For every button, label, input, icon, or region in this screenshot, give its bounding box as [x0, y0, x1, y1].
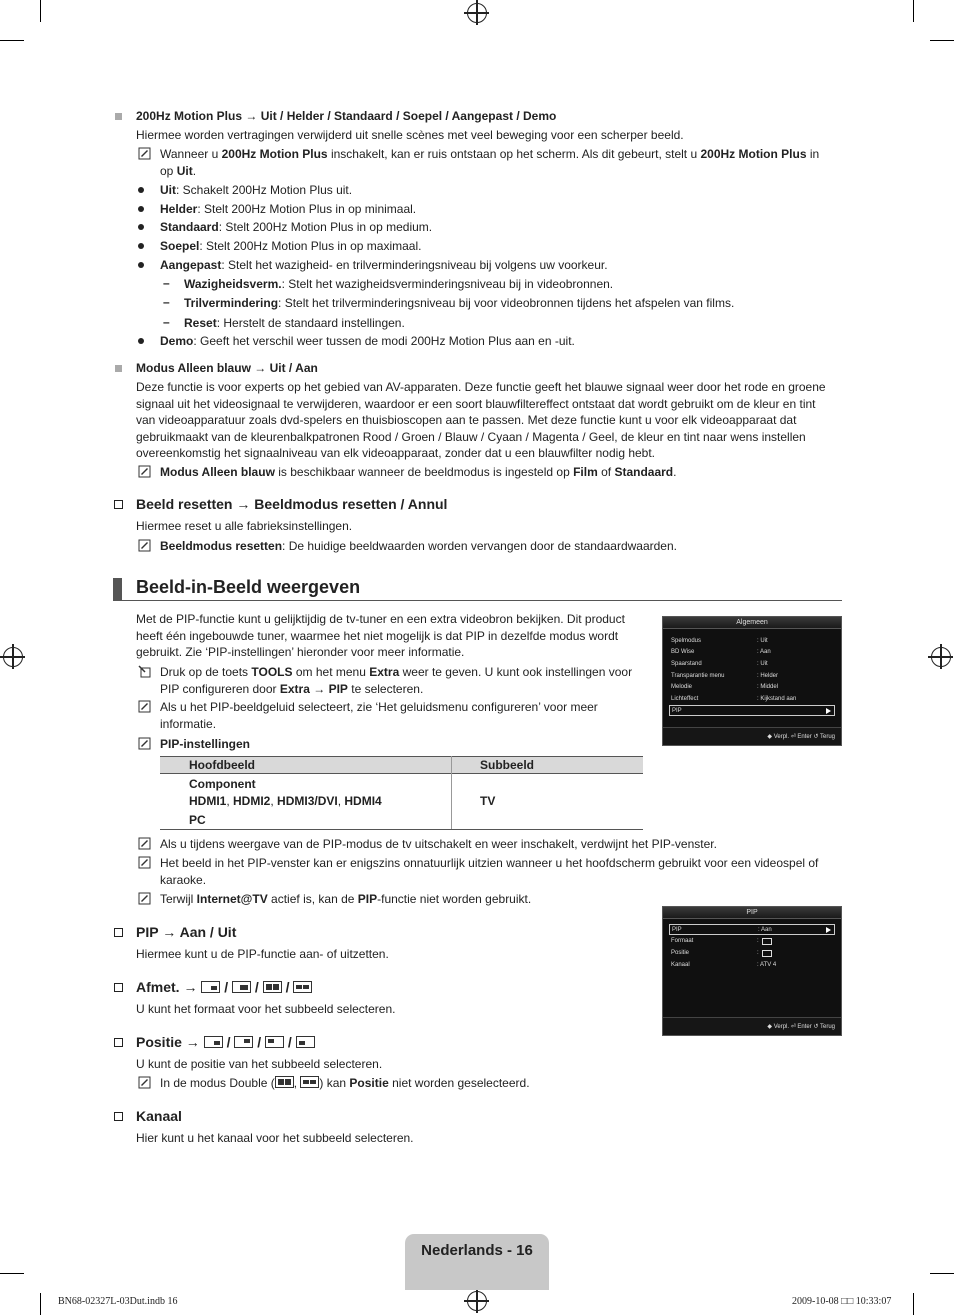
tv-menu-row: Kanaal : ATV 4	[671, 962, 777, 968]
double-a-icon	[275, 1076, 294, 1088]
tools-icon	[138, 665, 151, 678]
note-icon	[138, 465, 151, 478]
crop-mark	[913, 0, 914, 22]
tv-menu-row: BD Wise : Aan	[671, 649, 771, 655]
crop-mark	[40, 1293, 41, 1315]
blue-mode-desc: Deze functie is voor experts op het gebied van AV-apparaten. Deze functie geeft het blauwe signaal weer door het rode en groene signaal uit het videosignaal te verwijderen, waardoor er een soort blauwfiltereffect ontstaat dat wordt gebruikt om de kleur en tint van videoapparatuur zoals dvd-spelers en thuisbioscopen aan te passen. Met deze functie kunt u voor elk videoapparaat dat gebruikmaakt van de kleurenbalkpatronen Rood / Groen / Blauw / Cyaan / Magenta / Geel, de kleur en tint naar wens instellen overeenkomstig het signaalniveau van elk videoapparaat, zonder dat u een blauwfilter nodig hebt.	[136, 380, 826, 460]
channel-desc: Hier kunt u het kanaal voor het subbeeld selecteren.	[136, 1131, 414, 1145]
note-icon	[138, 700, 151, 713]
blue-mode-note: Modus Alleen blauw is beschikbaar wanneer de beeldmodus is ingesteld op Film of Standaard.	[160, 465, 677, 479]
list-item: Helder: Stelt 200Hz Motion Plus in op minimaal.	[160, 202, 417, 216]
tv-menu-title: Algemeen	[663, 617, 841, 629]
note-icon	[138, 892, 151, 905]
crop-mark	[40, 0, 41, 22]
registration-mark-icon	[3, 647, 23, 667]
tv-menu-row: Melodie : Middel	[671, 684, 779, 690]
right-arrow-icon	[826, 708, 831, 714]
position-heading: Positie → / / /	[136, 1034, 315, 1050]
table-cell-component: Component	[189, 777, 256, 791]
bullet-icon	[138, 187, 144, 193]
table-divider	[451, 756, 452, 830]
tv-menu-row-selected: PIP	[669, 705, 835, 716]
reset-note: Beeldmodus resetten: De huidige beeldwaarden worden vervangen door de standaardwaarden.	[160, 539, 677, 553]
size-large-icon	[232, 981, 251, 993]
blue-mode-heading: Modus Alleen blauw → Uit / Aan	[136, 361, 318, 375]
print-date-info: 2009-10-08 □□ 10:33:07	[792, 1296, 892, 1307]
right-arrow-icon	[826, 927, 831, 933]
tv-menu-general	[662, 616, 842, 746]
section-heading-rule	[113, 600, 842, 601]
position-note: In de modus Double ( , ) kan Positie niet worden geselecteerd.	[160, 1076, 530, 1090]
crop-mark	[0, 40, 24, 41]
size-double-b-icon	[293, 981, 312, 993]
pip-onoff-heading: PIP → Aan / Uit	[136, 924, 237, 940]
bullet-icon	[138, 224, 144, 230]
pip-sound-note: Als u het PIP-beeldgeluid selecteert, zie ‘Het geluidsmenu configureren’ voor meer informatie.	[160, 700, 598, 731]
note-icon	[138, 147, 151, 160]
square-bullet-icon	[115, 365, 122, 372]
position-desc: U kunt de positie van het subbeeld selecteren.	[136, 1057, 383, 1071]
tv-menu-row: Lichteffect : Kijkstand aan	[671, 696, 797, 702]
channel-heading: Kanaal	[136, 1108, 182, 1124]
pip-note-game: Het beeld in het PIP-venster kan er enigszins onnatuurlijk uitzien wanneer u het hoofdscherm gebruikt voor een videospel of karaoke.	[160, 856, 819, 887]
pip-intro: Met de PIP-functie kunt u gelijktijdig de tv-tuner en een extra videobron bekijken. Dit product heeft één ingebouwde tuner, waarmee het niet mogelijk is dat PIP in dezelfde modus wordt gebruikt. Zie ‘PIP-instellingen’ hieronder voor meer informatie.	[136, 612, 625, 659]
table-cell-pc: PC	[189, 813, 206, 827]
checkbox-bullet-icon	[114, 500, 123, 509]
size-double-a-icon	[263, 981, 282, 993]
crop-mark	[913, 1293, 914, 1315]
table-header-main: Hoofdbeeld	[189, 758, 255, 772]
position-bottom-left-icon	[296, 1036, 315, 1048]
table-bottom-rule	[160, 829, 643, 830]
position-top-right-icon	[234, 1036, 253, 1048]
tv-menu-row: Transparantie menu : Helder	[671, 673, 779, 679]
note-icon	[138, 1076, 151, 1089]
print-file-info: BN68-02327L-03Dut.indb 16	[58, 1296, 178, 1307]
motion-plus-desc: Hiermee worden vertragingen verwijderd uit snelle scènes met veel beweging voor een scherper beeld.	[136, 128, 684, 142]
position-bottom-right-icon	[204, 1036, 223, 1048]
list-item: Aangepast: Stelt het wazigheid- en trilverminderingsniveau bij volgens uw voorkeur.	[160, 258, 608, 272]
sub-list-item: Trilvermindering: Stelt het trilverminderingsniveau bij voor videobronnen tijdens het afspelen van films.	[184, 296, 735, 310]
list-item: Demo: Geeft het verschil weer tussen de modi 200Hz Motion Plus aan en -uit.	[160, 334, 575, 348]
tv-menu-pip	[662, 906, 842, 1036]
tv-menu-row: Formaat :	[669, 936, 835, 947]
tv-menu-row: Spelmodus : Uit	[671, 638, 768, 644]
pip-note-power: Als u tijdens weergave van de PIP-modus de tv uitschakelt en weer inschakelt, verdwijnt het PIP-venster.	[160, 837, 717, 851]
checkbox-bullet-icon	[114, 1038, 123, 1047]
dash-bullet: –	[163, 315, 170, 329]
section-title: Beeld-in-Beeld weergeven	[136, 577, 361, 597]
table-cell-tv: TV	[480, 794, 496, 808]
note-icon	[138, 737, 151, 750]
pip-onoff-desc: Hiermee kunt u de PIP-functie aan- of uitzetten.	[136, 947, 389, 961]
note-icon	[138, 837, 151, 850]
pip-note-internet: Terwijl Internet@TV actief is, kan de PIP-functie niet worden gebruikt.	[160, 892, 532, 906]
bullet-icon	[138, 338, 144, 344]
list-item: Soepel: Stelt 200Hz Motion Plus in op maximaal.	[160, 239, 422, 253]
tv-menu-footer: ◆ Verpl. ⏎ Enter ↺ Terug	[663, 727, 841, 745]
size-small-icon	[201, 981, 220, 993]
reset-desc: Hiermee reset u alle fabrieksinstellingen.	[136, 519, 353, 533]
bullet-icon	[138, 206, 144, 212]
reset-heading: Beeld resetten → Beeldmodus resetten / Annul	[136, 496, 448, 512]
pip-table	[160, 756, 643, 830]
table-cell-hdmi: HDMI1, HDMI2, HDMI3/DVI, HDMI4	[189, 794, 382, 808]
square-bullet-icon	[115, 113, 122, 120]
motion-plus-heading: 200Hz Motion Plus → Uit / Helder / Standaard / Soepel / Aangepast / Demo	[136, 109, 557, 123]
sub-list-item: Wazigheidsverm.: Stelt het wazigheidsverminderingsniveau bij in videobronnen.	[184, 277, 614, 291]
list-item: Standaard: Stelt 200Hz Motion Plus in op medium.	[160, 220, 433, 234]
crop-mark	[930, 1273, 954, 1274]
note-icon	[138, 539, 151, 552]
sub-list-item: Reset: Herstelt de standaard instellingen.	[184, 316, 405, 330]
checkbox-bullet-icon	[114, 928, 123, 937]
checkbox-bullet-icon	[114, 983, 123, 992]
checkbox-bullet-icon	[114, 1112, 123, 1121]
registration-mark-icon	[467, 3, 487, 23]
note-icon	[138, 856, 151, 869]
crop-mark	[930, 40, 954, 41]
size-heading: Afmet. → / / /	[136, 979, 312, 995]
section-heading-bar	[113, 578, 122, 601]
tv-menu-row-selected: PIP : Aan	[669, 924, 835, 935]
motion-plus-note: Wanneer u 200Hz Motion Plus inschakelt, kan er ruis ontstaan op het scherm. Als dit gebeurt, stelt u 200Hz Motion Plus in op Uit.	[160, 147, 820, 178]
crop-mark	[0, 1273, 24, 1274]
pip-settings-label: PIP-instellingen	[160, 737, 251, 751]
tv-menu-footer: ◆ Verpl. ⏎ Enter ↺ Terug	[663, 1017, 841, 1035]
size-desc: U kunt het formaat voor het subbeeld selecteren.	[136, 1002, 396, 1016]
double-b-icon	[300, 1076, 319, 1088]
list-item: Uit: Schakelt 200Hz Motion Plus uit.	[160, 183, 353, 197]
bullet-icon	[138, 262, 144, 268]
position-top-left-icon	[265, 1036, 284, 1048]
page-number: Nederlands - 16	[421, 1242, 533, 1259]
tv-menu-row: Spaarstand : Uit	[671, 661, 768, 667]
registration-mark-icon	[931, 647, 951, 667]
bullet-icon	[138, 243, 144, 249]
position-icon	[762, 950, 772, 957]
tv-menu-title: PIP	[663, 907, 841, 919]
tools-note: Druk op de toets TOOLS om het menu Extra weer te geven. U kunt ook instellingen voor PIP configureren door Extra → PIP te selecteren.	[160, 665, 633, 696]
tv-menu-row: Positie :	[669, 948, 835, 959]
dash-bullet: –	[163, 276, 170, 290]
dash-bullet: –	[163, 295, 170, 309]
table-header-sub: Subbeeld	[480, 758, 535, 772]
size-icon	[762, 938, 772, 945]
registration-mark-icon	[467, 1291, 487, 1311]
